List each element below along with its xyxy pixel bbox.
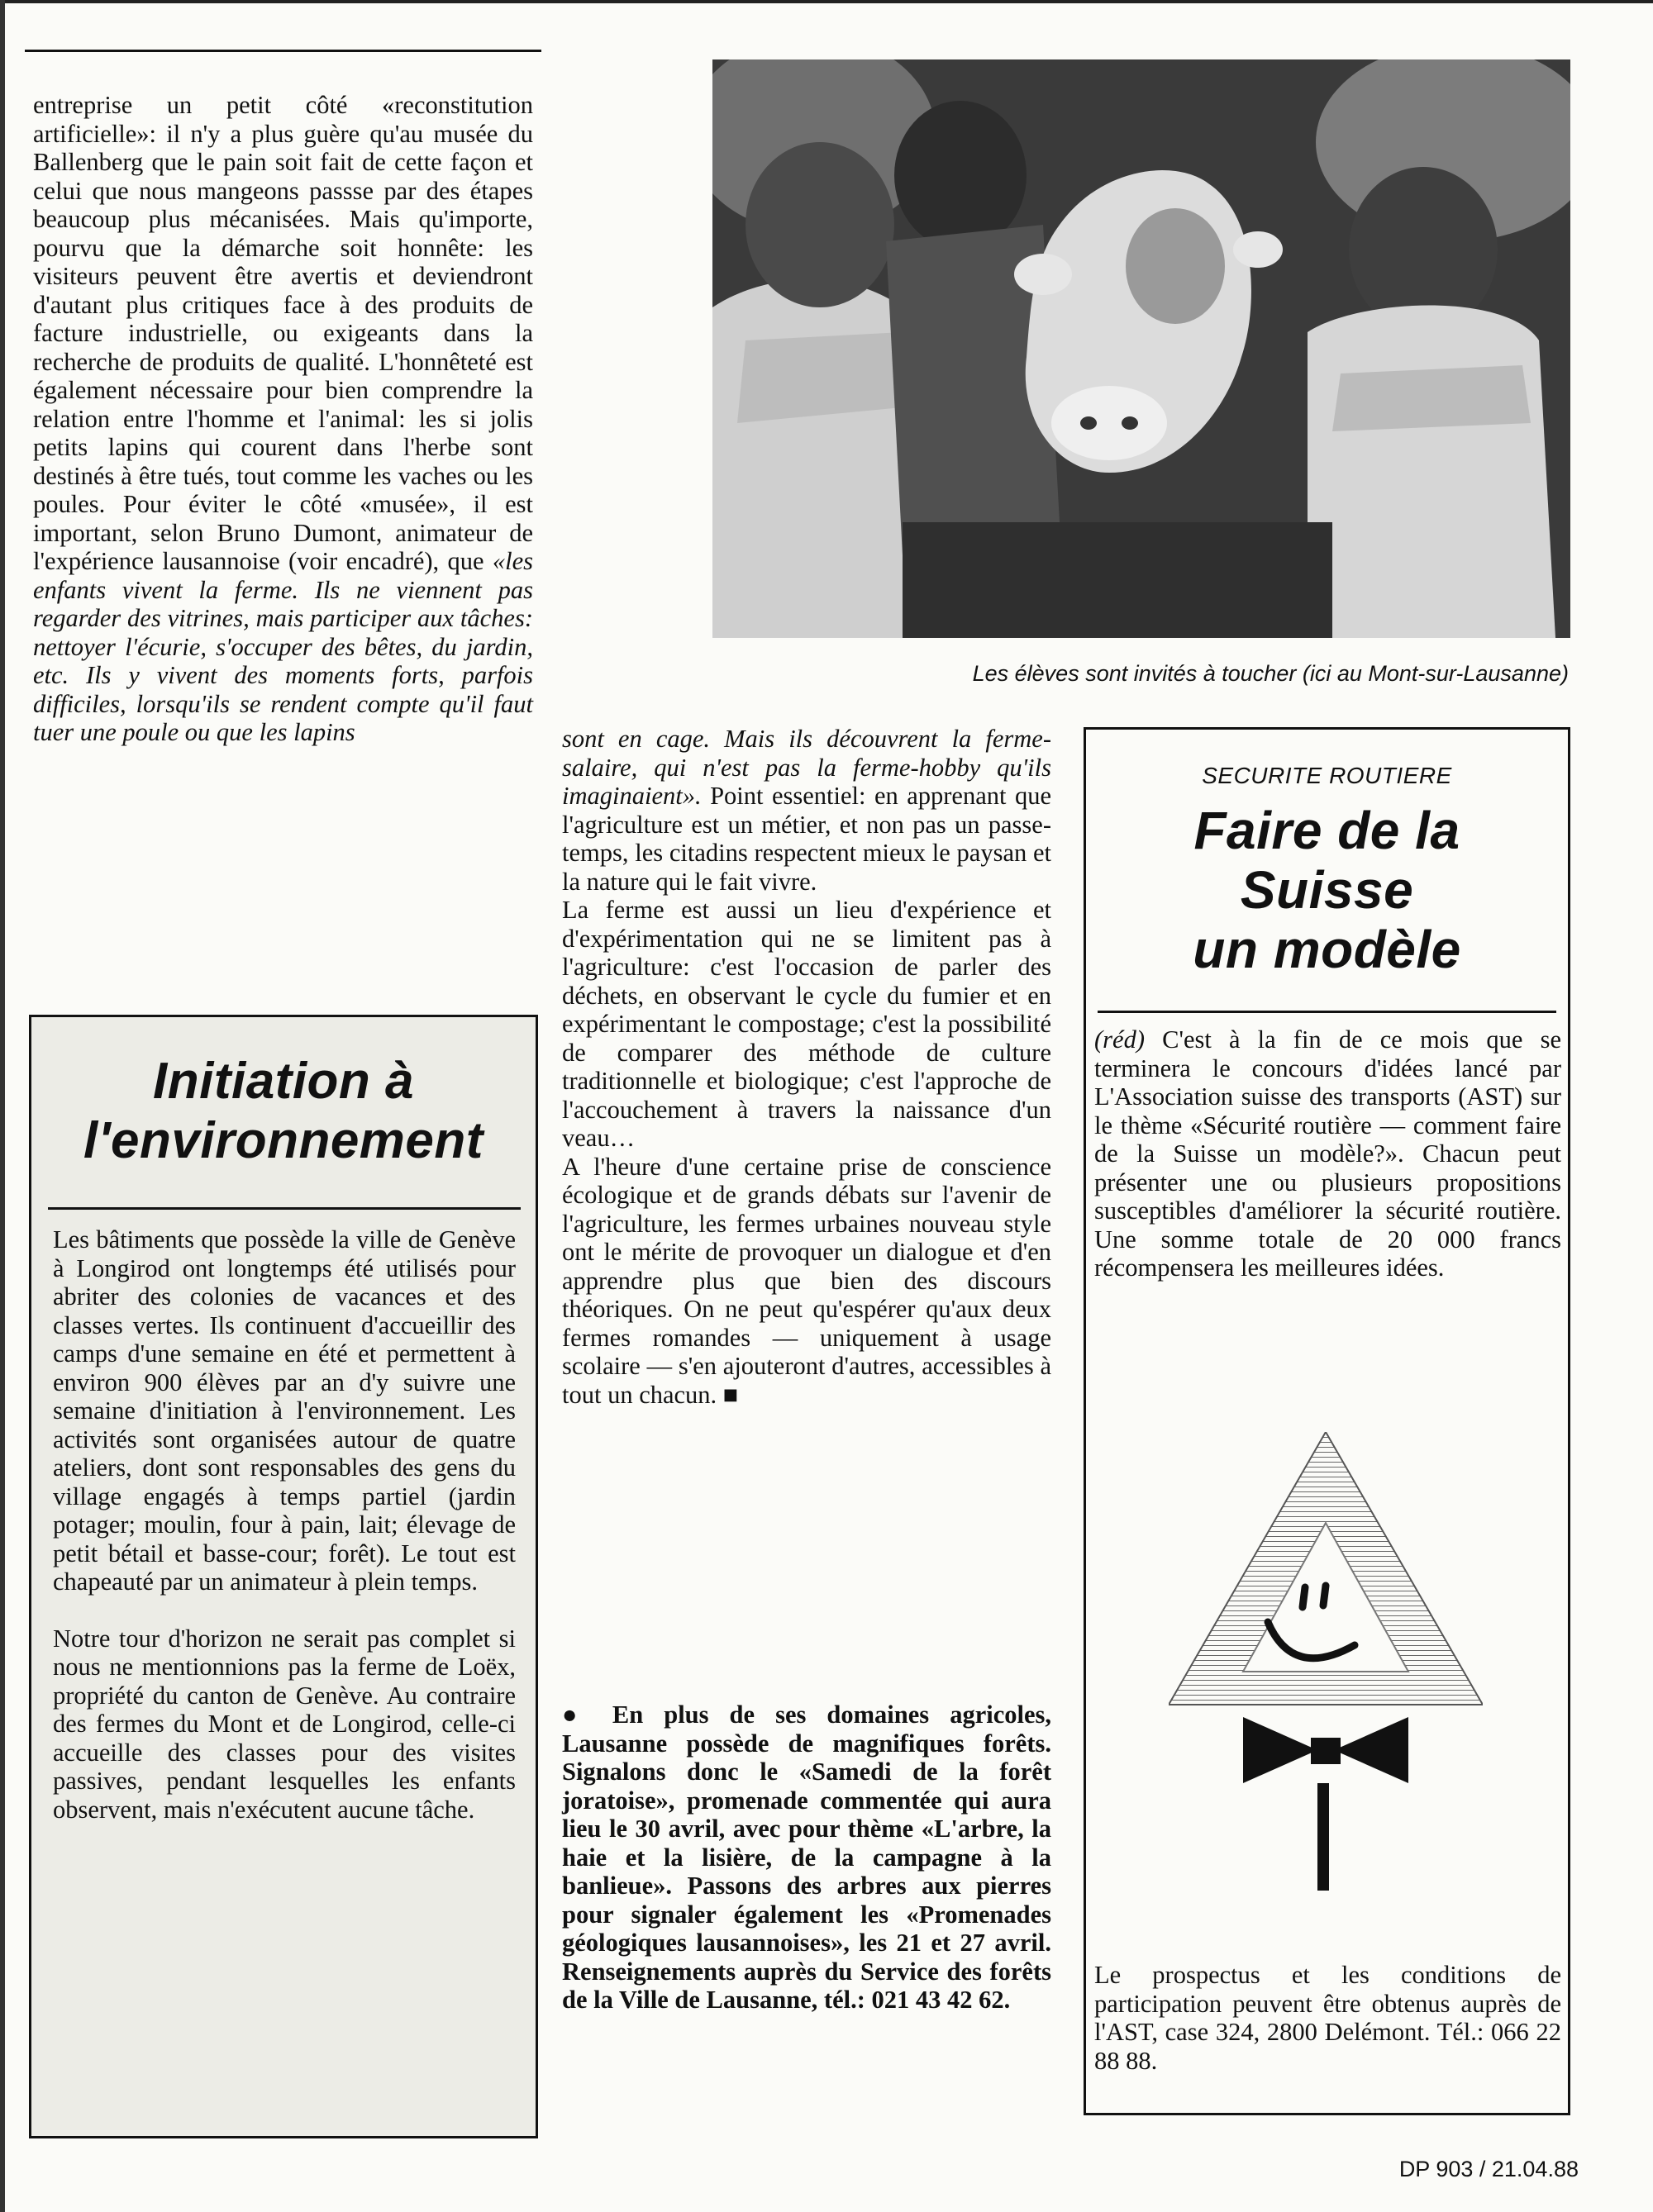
smiling-triangle-mascot-icon <box>1169 1432 1483 1895</box>
box-title-line: Initiation à <box>153 1053 414 1110</box>
box-paragraph-1: Les bâtiments que possède la ville de Genève à Longirod ont longtemps été utilisés pour abriter des colonies de vacances et des classes vertes. Ils continuent d'accueillir des camps d'une semaine en été et permettent à environ 900 élèves par an d'y suivre une semaine d'initiation à l'environnement. Les activités sont organisées autour de quatre ateliers, dont sont responsables des gens du village engagés à temps partiel (jardin potager; moulin, four à pain, lait; élevage de petit bétail et basse-cour; forêt). Le tout est chapeauté par un animateur à plein temps. <box>53 1225 516 1596</box>
box-title-rule <box>48 1207 521 1210</box>
page-reference: DP 903 / 21.04.88 <box>1398 2157 1579 2181</box>
sidebar-box-securite <box>1084 727 1570 2115</box>
box-body <box>1094 1025 1561 1282</box>
box-paragraph-1: C'est à la fin de ce mois que se terminera le concours d'idées lancé par L'Association suisse des transports (AST) sur le thème «Sécurité routière — comment faire de la Suisse un modèle?». Chacun peut présenter une ou plusieurs propositions susceptibles d'améliorer la sécurité routière. Une somme totale de 20 000 francs récompensera les meilleures idées. <box>1094 1025 1561 1282</box>
box-title-line: un modèle <box>1193 920 1461 979</box>
box-kicker: SECURITE ROUTIERE <box>1202 763 1452 788</box>
quote-text-continued: sont en cage. Mais ils découvrent la ferme-salaire, qui n'est pas la ferme-hobby qu'ils imaginaient». <box>562 725 1051 810</box>
quote-text: «les enfants vivent la ferme. Ils ne viennent pas regarder des vitrines, mais participer aux tâches: nettoyer l'écurie, s'occuper des bêtes, du jardin, etc. Ils y vivent des moments forts, parfois difficiles, lorsqu'ils se rendent compte qu'il faut tuer une poule ou que les lapins <box>33 547 533 746</box>
article-paragraph-3: A l'heure d'une certaine prise de conscience écologique et de grands débats sur l'avenir de l'agriculture, les fermes urbaines nouveau style ont le mérite de provoquer un dialogue et d'en apprendre plus que bien des discours théoriques. On ne peut qu'espérer qu'aux deux fermes romandes — uniquement à usage scolaire — s'en ajouteront d'autres, accessibles à tout un chacun. ■ <box>562 1152 1051 1409</box>
box-title-line: Faire de la <box>1193 801 1460 860</box>
box-title-line: l'environnement <box>83 1112 484 1169</box>
photo-children-cow <box>712 59 1570 638</box>
box-title <box>1086 801 1568 979</box>
article-text: Point essentiel: en apprenant que l'agriculture est un métier, et non pas un passe-temps, les citadins respectent mieux le paysan et la nature qui le fait vivre. <box>562 782 1051 896</box>
box-title-rule <box>1098 1011 1556 1013</box>
box-title <box>31 1052 536 1171</box>
box-title-line: Suisse <box>1240 860 1414 920</box>
box-body <box>53 1225 516 1824</box>
forest-notice: ● En plus de ses domaines agricoles, Lausanne possède de magnifiques forêts. Signalons donc le «Samedi de la forêt joratoise», promenade commentée qui aura lieu le 30 avril, avec pour thème «L'arbre, la haie et la lisière, de la campagne à la banlieue». Passons des arbres aux pierres pour signaler également les «Promenades géologiques lausannoises», les 21 et 27 avril. Renseignements auprès du Service des forêts de la Ville de Lausanne, tél.: 021 43 42 62. <box>562 1701 1051 2014</box>
photo-illustration <box>712 59 1570 638</box>
article-column-1 <box>33 91 533 747</box>
sidebar-box-initiation <box>29 1015 538 2138</box>
article-text: entreprise un petit côté «reconstitution artificielle»: il n'y a plus guère qu'au musée du Ballenberg que le pain soit fait de cette façon et celui que nous mangeons passse par des étapes beaucoup plus mécanisées. Mais qu'importe, pourvu que la démarche soit honnête: les visiteurs peuvent être avertis et deviendront d'autant plus critiques face à des produits de facture industrielle, ou exigeants dans la recherche de produits de qualité. L'honnêteté est également nécessaire pour bien comprendre la relation entre l'homme et l'animal: les si jolis petits lapins qui courent dans l'herbe sont destinés à être tués, tout comme les vaches ou les poules. Pour éviter le côté «musée», il est important, selon Bruno Dumont, animateur de l'expérience lausannoise (voir encadré), que <box>33 91 533 575</box>
box-footer-text <box>1094 1961 1561 2075</box>
box-paragraph-2: Le prospectus et les conditions de participation peuvent être obtenus auprès de l'AST, case 324, 2800 Delémont. Tél.: 066 22 88 88. <box>1094 1961 1561 2075</box>
photo-caption: Les élèves sont invités à toucher (ici au Mont-sur-Lausanne) <box>972 661 1569 686</box>
column-top-rule <box>25 50 541 52</box>
left-border <box>0 0 5 2212</box>
article-column-2 <box>562 725 1051 1409</box>
box-paragraph-2: Notre tour d'horizon ne serait pas complet si nous ne mentionnions pas la ferme de Loëx, propriété du canton de Genève. Au contraire des fermes du Mont et de Longirod, celle-ci accueille des classes pour des visites passives, pendant lesquelles les enfants observent, mais n'exécutent aucune tâche. <box>53 1624 516 1824</box>
article-paragraph-2: La ferme est aussi un lieu d'expérience et d'expérimentation qui ne se limitent pas à l'agriculture: c'est l'occasion de parler des déchets, en observant le cycle du fumier et en expérimentant le compostage; c'est la possibilité de comparer des méthode de culture traditionnelle et biologique; c'est l'approche de l'accouchement à travers la naissance d'un veau… <box>562 896 1051 1152</box>
red-tag: (réd) <box>1094 1025 1145 1054</box>
top-border <box>0 0 1653 3</box>
